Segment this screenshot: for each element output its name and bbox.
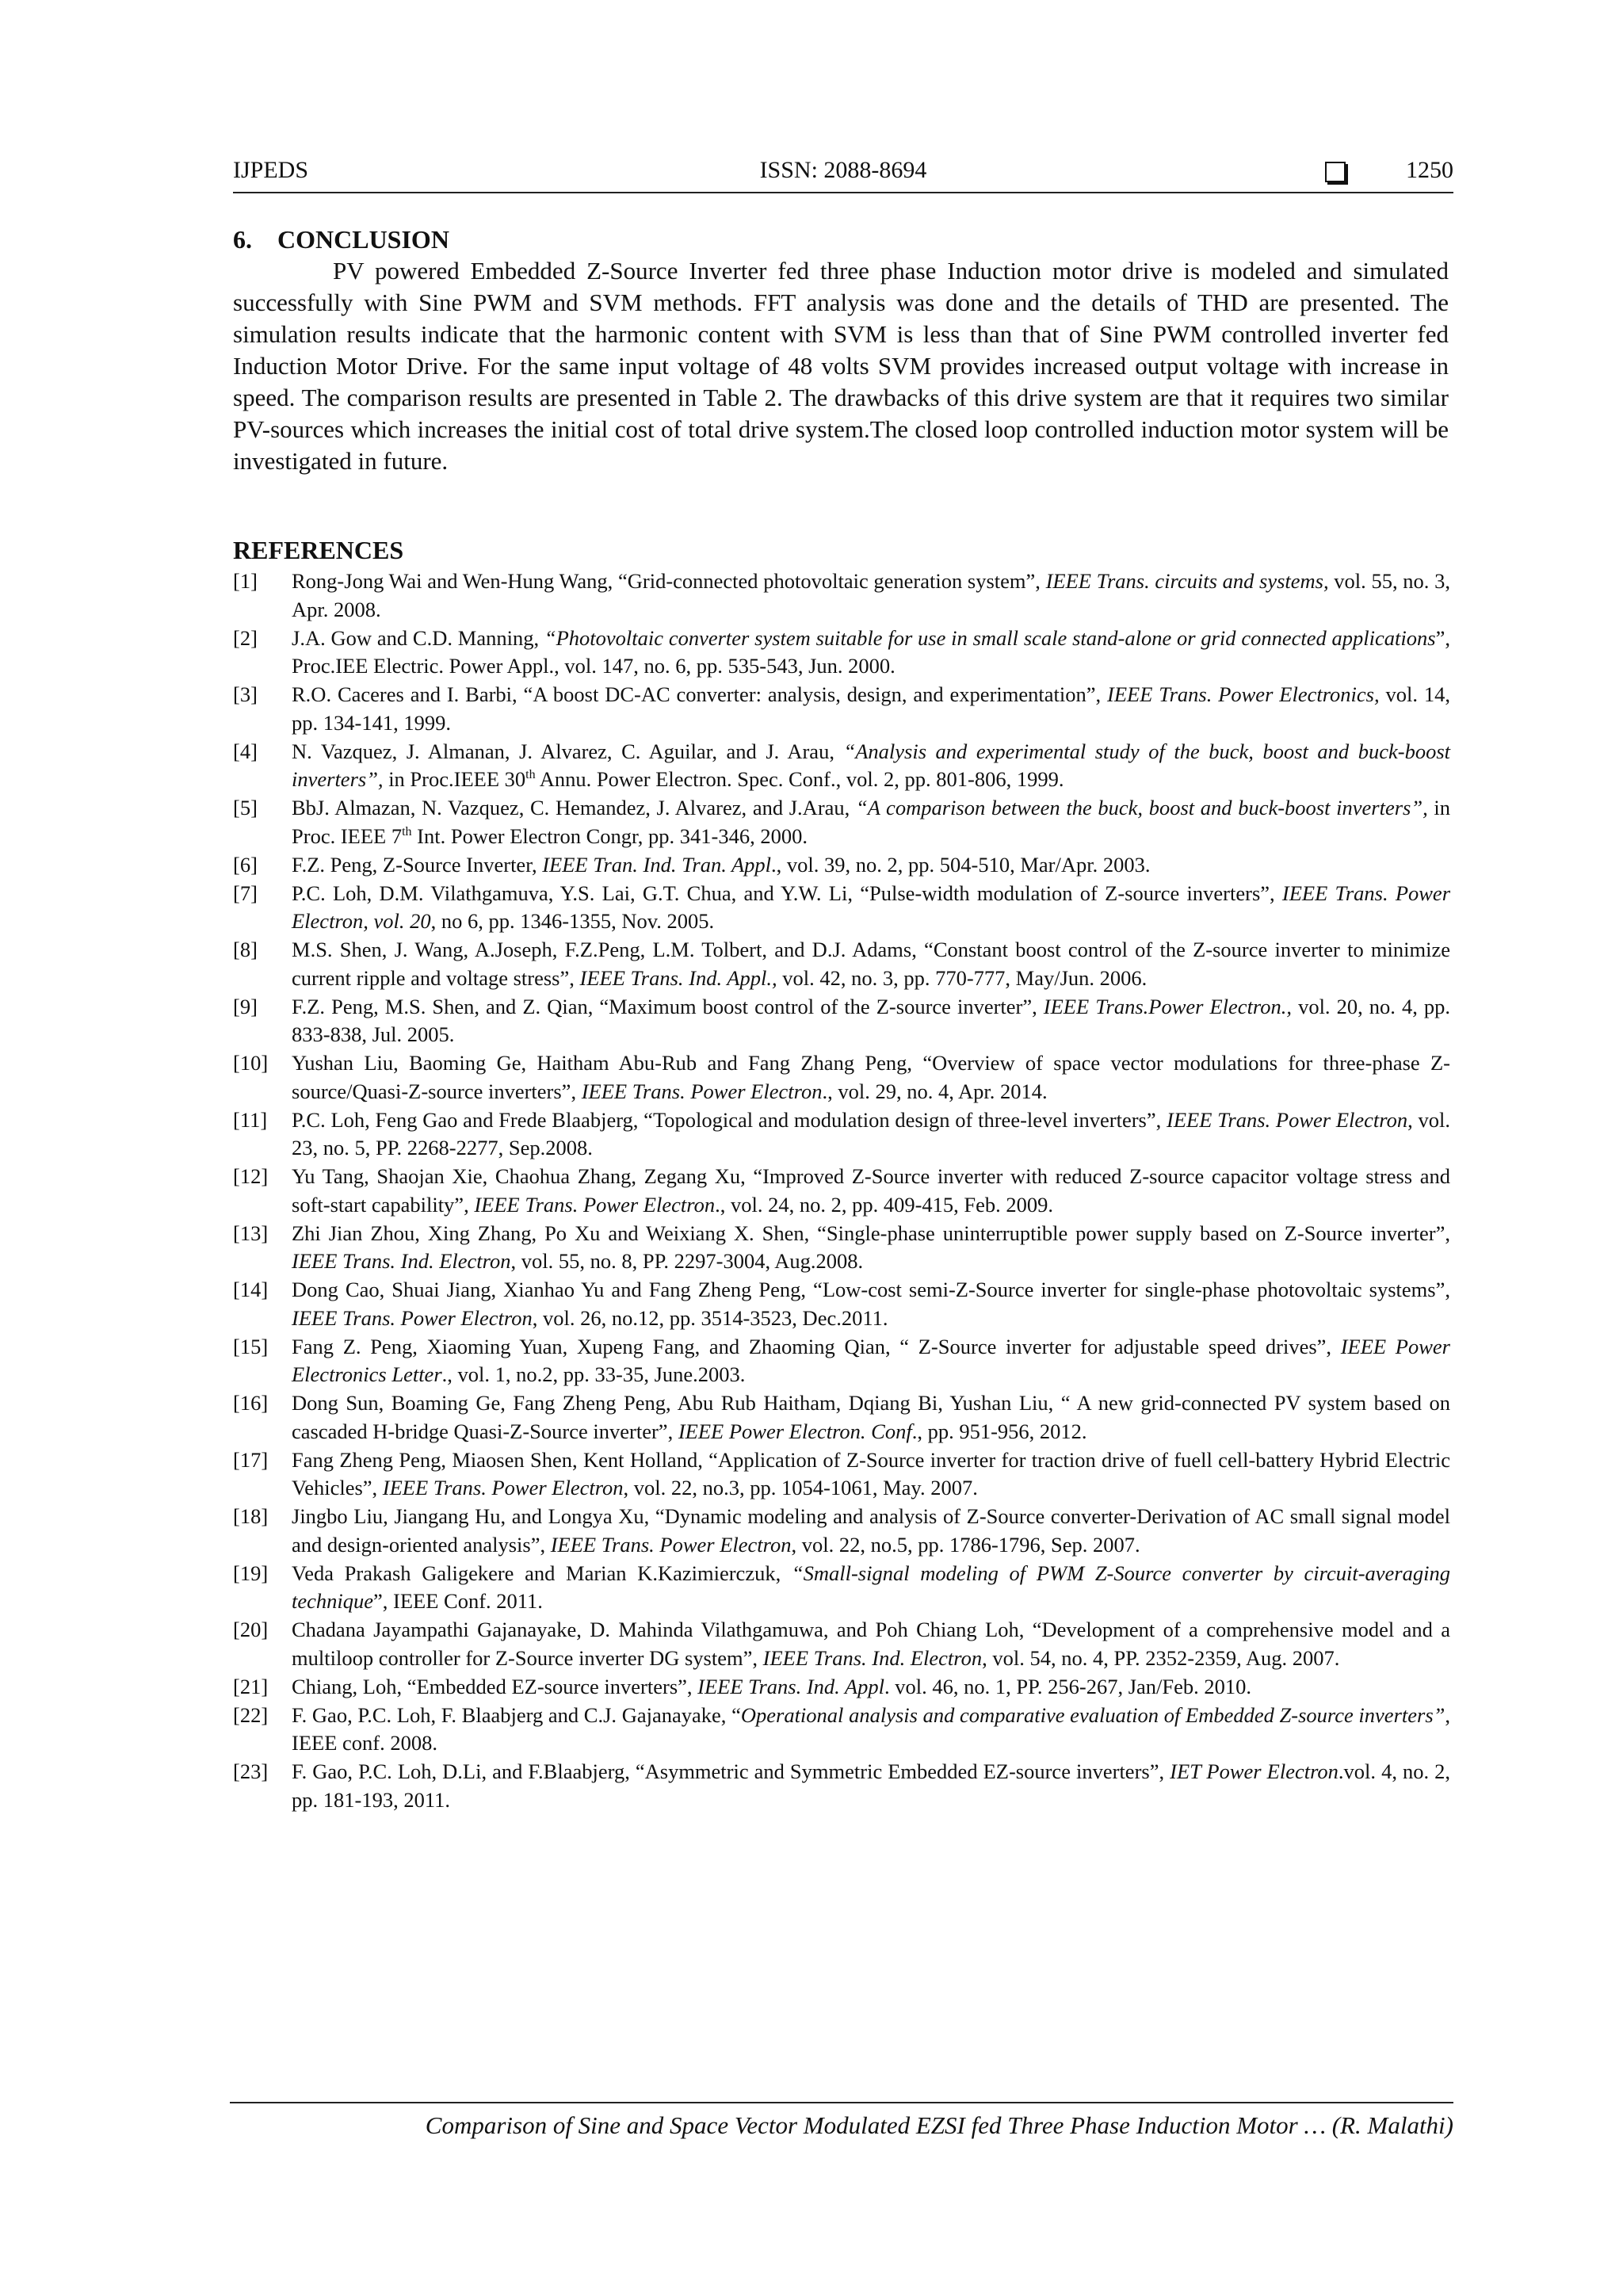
reference-plain-text: in Proc.IEEE 30 [383, 767, 526, 791]
reference-plain-text: F. Gao, P.C. Loh, D.Li, and F.Blaabjerg, “Asymmetric and Symmetric Embedded EZ-source inverters”, [292, 1759, 1170, 1783]
reference-plain-text: P.C. Loh, Feng Gao and Frede Blaabjerg, “Topological and modulation design of three-level inverters”, [292, 1107, 1167, 1132]
reference-plain-text: R.O. Caceres and I. Barbi, “A boost DC-AC converter: analysis, design, and experimentation”, [292, 682, 1108, 706]
reference-item [233, 1673, 1450, 1702]
reference-plain-text: , vol. 26, no.12, pp. 3514-3523, Dec.2011. [532, 1305, 888, 1330]
reference-italic-text: IEEE Power Electronics Letter [292, 1334, 1450, 1386]
reference-plain-text: ., pp. 951-956, 2012. [911, 1419, 1087, 1443]
reference-text [292, 880, 1450, 936]
reference-text [292, 738, 1450, 794]
reference-item [233, 681, 1450, 737]
reference-number: [6] [233, 852, 258, 877]
reference-text [292, 1503, 1450, 1559]
references-section [233, 534, 1450, 1815]
reference-plain-text: Veda Prakash Galigekere and Marian K.Kazimierczuk, [292, 1561, 792, 1585]
reference-item [233, 880, 1450, 936]
reference-text [292, 625, 1450, 681]
footer-running-title: Comparison of Sine and Space Vector Modulated EZSI fed Three Phase Induction Motor … (R. Malathi) [425, 2111, 1453, 2139]
reference-text [292, 794, 1450, 850]
reference-list [233, 567, 1450, 1814]
reference-italic-text: “Small-signal modeling of PWM Z-Source converter by circuit-averaging technique [292, 1561, 1450, 1613]
reference-item [233, 1560, 1450, 1616]
reference-plain-text: vol. 55, no. 3, Apr. 2008. [292, 569, 1450, 621]
references-heading: REFERENCES [233, 536, 404, 564]
issn: ISSN: 2088-8694 [759, 157, 927, 183]
reference-number: [12] [233, 1164, 269, 1188]
reference-plain-text: , vol. 22, no.5, pp. 1786-1796, Sep. 2007. [791, 1532, 1140, 1557]
reference-italic-text: IEEE Trans. Power Electron [474, 1192, 716, 1217]
reference-italic-text: IEEE Trans. Power Electron [382, 1476, 624, 1499]
reference-plain-text: Jingbo Liu, Jiangang Hu, and Longya Xu, “Dynamic modeling and analysis of Z-Source converter-Derivation of AC small signal model and design-oriented analysis”, [292, 1504, 1450, 1557]
reference-plain-text: BbJ. Almazan, N. Vazquez, C. Hemandez, J. Alvarez, and J.Arau, [292, 796, 856, 819]
reference-plain-text: vol. 20, no. 4, pp. 833-838, Jul. 2005. [292, 994, 1450, 1046]
reference-italic-text: IEEE Trans. circuits and systems, [1045, 569, 1329, 593]
reference-item [233, 567, 1450, 624]
reference-number: [1] [233, 569, 258, 593]
reference-text [292, 681, 1450, 737]
reference-item [233, 936, 1450, 992]
reference-italic-text: “Photovoltaic converter system suitable for use in small scale stand-alone or grid connected applications [544, 625, 1436, 650]
reference-item [233, 625, 1450, 681]
reference-number: [7] [233, 881, 258, 905]
reference-number: [21] [233, 1674, 269, 1698]
journal-name: IJPEDS [233, 157, 309, 183]
reference-number: [4] [233, 739, 258, 763]
reference-italic-text: IEEE Trans. Power Electron, vol. 20 [292, 881, 1451, 933]
reference-text [292, 1446, 1450, 1503]
reference-text [292, 1616, 1450, 1672]
reference-item [233, 1276, 1450, 1332]
reference-text [292, 1049, 1450, 1106]
reference-item [233, 1220, 1450, 1276]
reference-plain-text: Dong Sun, Boaming Ge, Fang Zheng Peng, Abu Rub Haitham, Dqiang Bi, Yushan Liu, “ A new grid-connected PV system based on cascaded H-bridge Quasi-Z-Source inverter”, [292, 1391, 1450, 1443]
square-box-icon [1325, 162, 1346, 182]
reference-text [292, 1758, 1450, 1814]
reference-plain-text: , vol. 55, no. 8, PP. 2297-3004, Aug.2008. [510, 1249, 864, 1273]
reference-text [292, 1333, 1450, 1389]
reference-italic-text: IEEE Trans.Power Electron., [1043, 994, 1293, 1018]
reference-text [292, 1106, 1450, 1163]
reference-number: [16] [233, 1391, 269, 1415]
reference-number: [2] [233, 625, 258, 650]
reference-plain-text: Int. Power Electron Congr, pp. 341-346, 2000. [411, 823, 808, 848]
reference-item [233, 794, 1450, 850]
reference-item [233, 1389, 1450, 1446]
reference-plain-text: F.Z. Peng, Z-Source Inverter, [292, 852, 543, 877]
reference-plain-text: ., vol. 1, no.2, pp. 33-35, June.2003. [441, 1362, 746, 1386]
reference-number: [13] [233, 1221, 269, 1245]
reference-text [292, 567, 1450, 624]
reference-italic-text: IEEE Trans. Power Electron [581, 1079, 823, 1103]
reference-text [292, 1276, 1450, 1332]
reference-text [292, 1163, 1450, 1219]
reference-italic-text: “Analysis and experimental study of the buck, boost and buck-boost inverters”, [292, 739, 1450, 791]
reference-number: [8] [233, 938, 258, 961]
reference-item [233, 851, 1450, 880]
reference-item [233, 1616, 1450, 1672]
reference-plain-text: Chadana Jayampathi Gajanayake, D. Mahinda Vilathgamuwa, and Poh Chiang Loh, “Development of a comprehensive model and a multiloop controller for Z-Source inverter DG system”, [292, 1618, 1450, 1670]
reference-number: [20] [233, 1618, 269, 1641]
reference-text [292, 1673, 1450, 1702]
reference-plain-text: , no 6, pp. 1346-1355, Nov. 2005. [430, 909, 715, 933]
reference-italic-text: IEEE Trans. Ind. Appl [697, 1674, 884, 1698]
conclusion-section [233, 223, 1449, 477]
reference-item [233, 1702, 1450, 1758]
reference-item [233, 1049, 1450, 1106]
reference-item [233, 1163, 1450, 1219]
page-footer [230, 2102, 1453, 2140]
reference-text [292, 851, 1450, 880]
reference-text [292, 1220, 1450, 1276]
reference-italic-text: IEEE Trans. Ind. Electron [292, 1249, 511, 1273]
reference-item [233, 738, 1450, 794]
reference-plain-text: Chiang, Loh, “Embedded EZ-source inverters”, [292, 1674, 698, 1698]
reference-plain-text: , vol. 54, no. 4, PP. 2352-2359, Aug. 2007. [982, 1645, 1340, 1670]
reference-plain-text: , vol. 22, no.3, pp. 1054-1061, May. 2007. [623, 1476, 978, 1499]
reference-text [292, 1702, 1450, 1758]
reference-plain-text: . vol. 46, no. 1, PP. 256-267, Jan/Feb. 2010. [884, 1674, 1252, 1698]
reference-plain-text: ”, IEEE Conf. 2011. [373, 1589, 543, 1613]
reference-italic-text: “A comparison between the buck, boost and buck-boost inverters”, [855, 796, 1428, 819]
page-number: 1250 [1406, 157, 1453, 183]
reference-plain-text: N. Vazquez, J. Almanan, J. Alvarez, C. Aguilar, and J. Arau, [292, 739, 844, 763]
reference-number: [23] [233, 1759, 269, 1783]
reference-number: [22] [233, 1702, 269, 1727]
reference-plain-text: Annu. Power Electron. Spec. Conf., vol. 2, pp. 801-806, 1999. [535, 767, 1064, 791]
reference-plain-text: ., vol. 39, no. 2, pp. 504-510, Mar/Apr. 2003. [771, 852, 1151, 877]
reference-plain-text: ., vol. 29, no. 4, Apr. 2014. [822, 1079, 1048, 1103]
reference-plain-text: , vol. 23, no. 5, PP. 2268-2277, Sep.2008. [292, 1107, 1450, 1159]
reference-plain-text: Yushan Liu, Baoming Ge, Haitham Abu-Rub and Fang Zhang Peng, “Overview of space vector modulations for three-phase Z-source/Quasi-Z-source inverters”, [292, 1051, 1450, 1103]
reference-plain-text: F.Z. Peng, M.S. Shen, and Z. Qian, “Maximum boost control of the Z-source inverter”, [292, 994, 1044, 1018]
reference-italic-text: Operational analysis and comparative evaluation of Embedded Z-source inverters” [740, 1702, 1445, 1727]
reference-plain-text: , IEEE conf. 2008. [292, 1702, 1450, 1755]
reference-plain-text: P.C. Loh, D.M. Vilathgamuva, Y.S. Lai, G.T. Chua, and Y.W. Li, “Pulse-width modulation of Z-source inverters”, [292, 881, 1282, 905]
conclusion-heading: 6. CONCLUSION [233, 225, 449, 254]
page-header [233, 154, 1453, 193]
reference-number: [14] [233, 1278, 269, 1301]
reference-plain-text: .vol. 4, no. 2, pp. 181-193, 2011. [292, 1759, 1450, 1812]
reference-item [233, 1106, 1450, 1163]
reference-italic-text: IEEE Trans. Power Electron [292, 1305, 533, 1330]
reference-number: [15] [233, 1334, 269, 1358]
reference-plain-text: Dong Cao, Shuai Jiang, Xianhao Yu and Fang Zheng Peng, “Low-cost semi-Z-Source inverter for single-phase photovoltaic systems”, [292, 1278, 1450, 1301]
reference-number: [3] [233, 682, 258, 706]
reference-italic-text: IEEE Tran. Ind. Tran. Appl [542, 852, 772, 877]
reference-text [292, 1389, 1450, 1446]
reference-superscript: th [525, 768, 536, 782]
reference-italic-text: IEEE Trans. Power Electron [1167, 1107, 1408, 1132]
reference-italic-text: IEEE Trans. Power Electron [550, 1532, 792, 1557]
reference-item [233, 1333, 1450, 1389]
reference-plain-text: ”, Proc.IEE Electric. Power Appl., vol. 147, no. 6, pp. 535-543, Jun. 2000. [292, 625, 1450, 678]
reference-italic-text: IEEE Trans. Ind. Appl., [579, 965, 777, 990]
reference-text [292, 1560, 1450, 1616]
reference-plain-text: Rong-Jong Wai and Wen-Hung Wang, “Grid-connected photovoltaic generation system”, [292, 569, 1046, 593]
reference-text [292, 993, 1450, 1049]
reference-item [233, 1446, 1450, 1503]
reference-italic-text: IEEE Trans. Power Electronics, [1107, 682, 1380, 706]
reference-number: [17] [233, 1447, 269, 1472]
reference-text [292, 936, 1450, 992]
reference-plain-text: M.S. Shen, J. Wang, A.Joseph, F.Z.Peng, L.M. Tolbert, and D.J. Adams, “Constant boost control of the Z-source inverter to minimize current ripple and voltage stress”, [292, 938, 1450, 990]
reference-plain-text: in Proc. IEEE 7 [292, 796, 1450, 848]
reference-number: [11] [233, 1107, 268, 1132]
reference-plain-text: Yu Tang, Shaojan Xie, Chaohua Zhang, Zegang Xu, “Improved Z-Source inverter with reduced Z-source capacitor voltage stress and soft-start capability”, [292, 1164, 1450, 1217]
reference-plain-text: F. Gao, P.C. Loh, F. Blaabjerg and C.J. Gajanayake, “ [292, 1702, 741, 1727]
reference-italic-text: IEEE Power Electron. Conf [678, 1419, 912, 1443]
reference-italic-text: IET Power Electron [1170, 1759, 1338, 1783]
reference-item [233, 1503, 1450, 1559]
reference-number: [5] [233, 796, 258, 819]
conclusion-paragraph: PV powered Embedded Z-Source Inverter fed three phase Induction motor drive is modeled and simulated successfully with Sine PWM and SVM methods. FFT analysis was done and the details of THD are presented. The simulation results indicate that the harmonic content with SVM is less than that of Sine PWM controlled inverter fed Induction Motor Drive. For the same input voltage of 48 volts SVM provides increased output voltage with increase in speed. The comparison results are presented in Table 2. The drawbacks of this drive system are that it requires two similar PV-sources which increases the initial cost of total drive system.The closed loop controlled induction motor system will be investigated in future. [233, 257, 1449, 475]
reference-italic-text: IEEE Trans. Ind. Electron [762, 1645, 983, 1670]
reference-plain-text: vol. 14, pp. 134-141, 1999. [292, 682, 1450, 735]
reference-plain-text: J.A. Gow and C.D. Manning, [292, 625, 544, 650]
reference-item [233, 993, 1450, 1049]
reference-item [233, 1758, 1450, 1814]
reference-plain-text: ., vol. 24, no. 2, pp. 409-415, Feb. 2009. [715, 1192, 1054, 1217]
reference-superscript: th [402, 824, 412, 839]
reference-number: [19] [233, 1561, 269, 1585]
reference-number: [9] [233, 994, 258, 1018]
reference-number: [10] [233, 1051, 269, 1075]
reference-plain-text: Zhi Jian Zhou, Xing Zhang, Po Xu and Weixiang X. Shen, “Single-phase uninterruptible power supply based on Z-Source inverter”, [292, 1221, 1450, 1245]
reference-number: [18] [233, 1504, 269, 1528]
reference-plain-text: Fang Zheng Peng, Miaosen Shen, Kent Holland, “Application of Z-Source inverter for traction drive of fuell cell-battery Hybrid Electric Vehicles”, [292, 1447, 1450, 1499]
reference-plain-text: vol. 42, no. 3, pp. 770-777, May/Jun. 2006. [777, 965, 1148, 990]
reference-plain-text: Fang Z. Peng, Xiaoming Yuan, Xupeng Fang, and Zhaoming Qian, “ Z-Source inverter for adjustable speed drives”, [292, 1334, 1341, 1358]
